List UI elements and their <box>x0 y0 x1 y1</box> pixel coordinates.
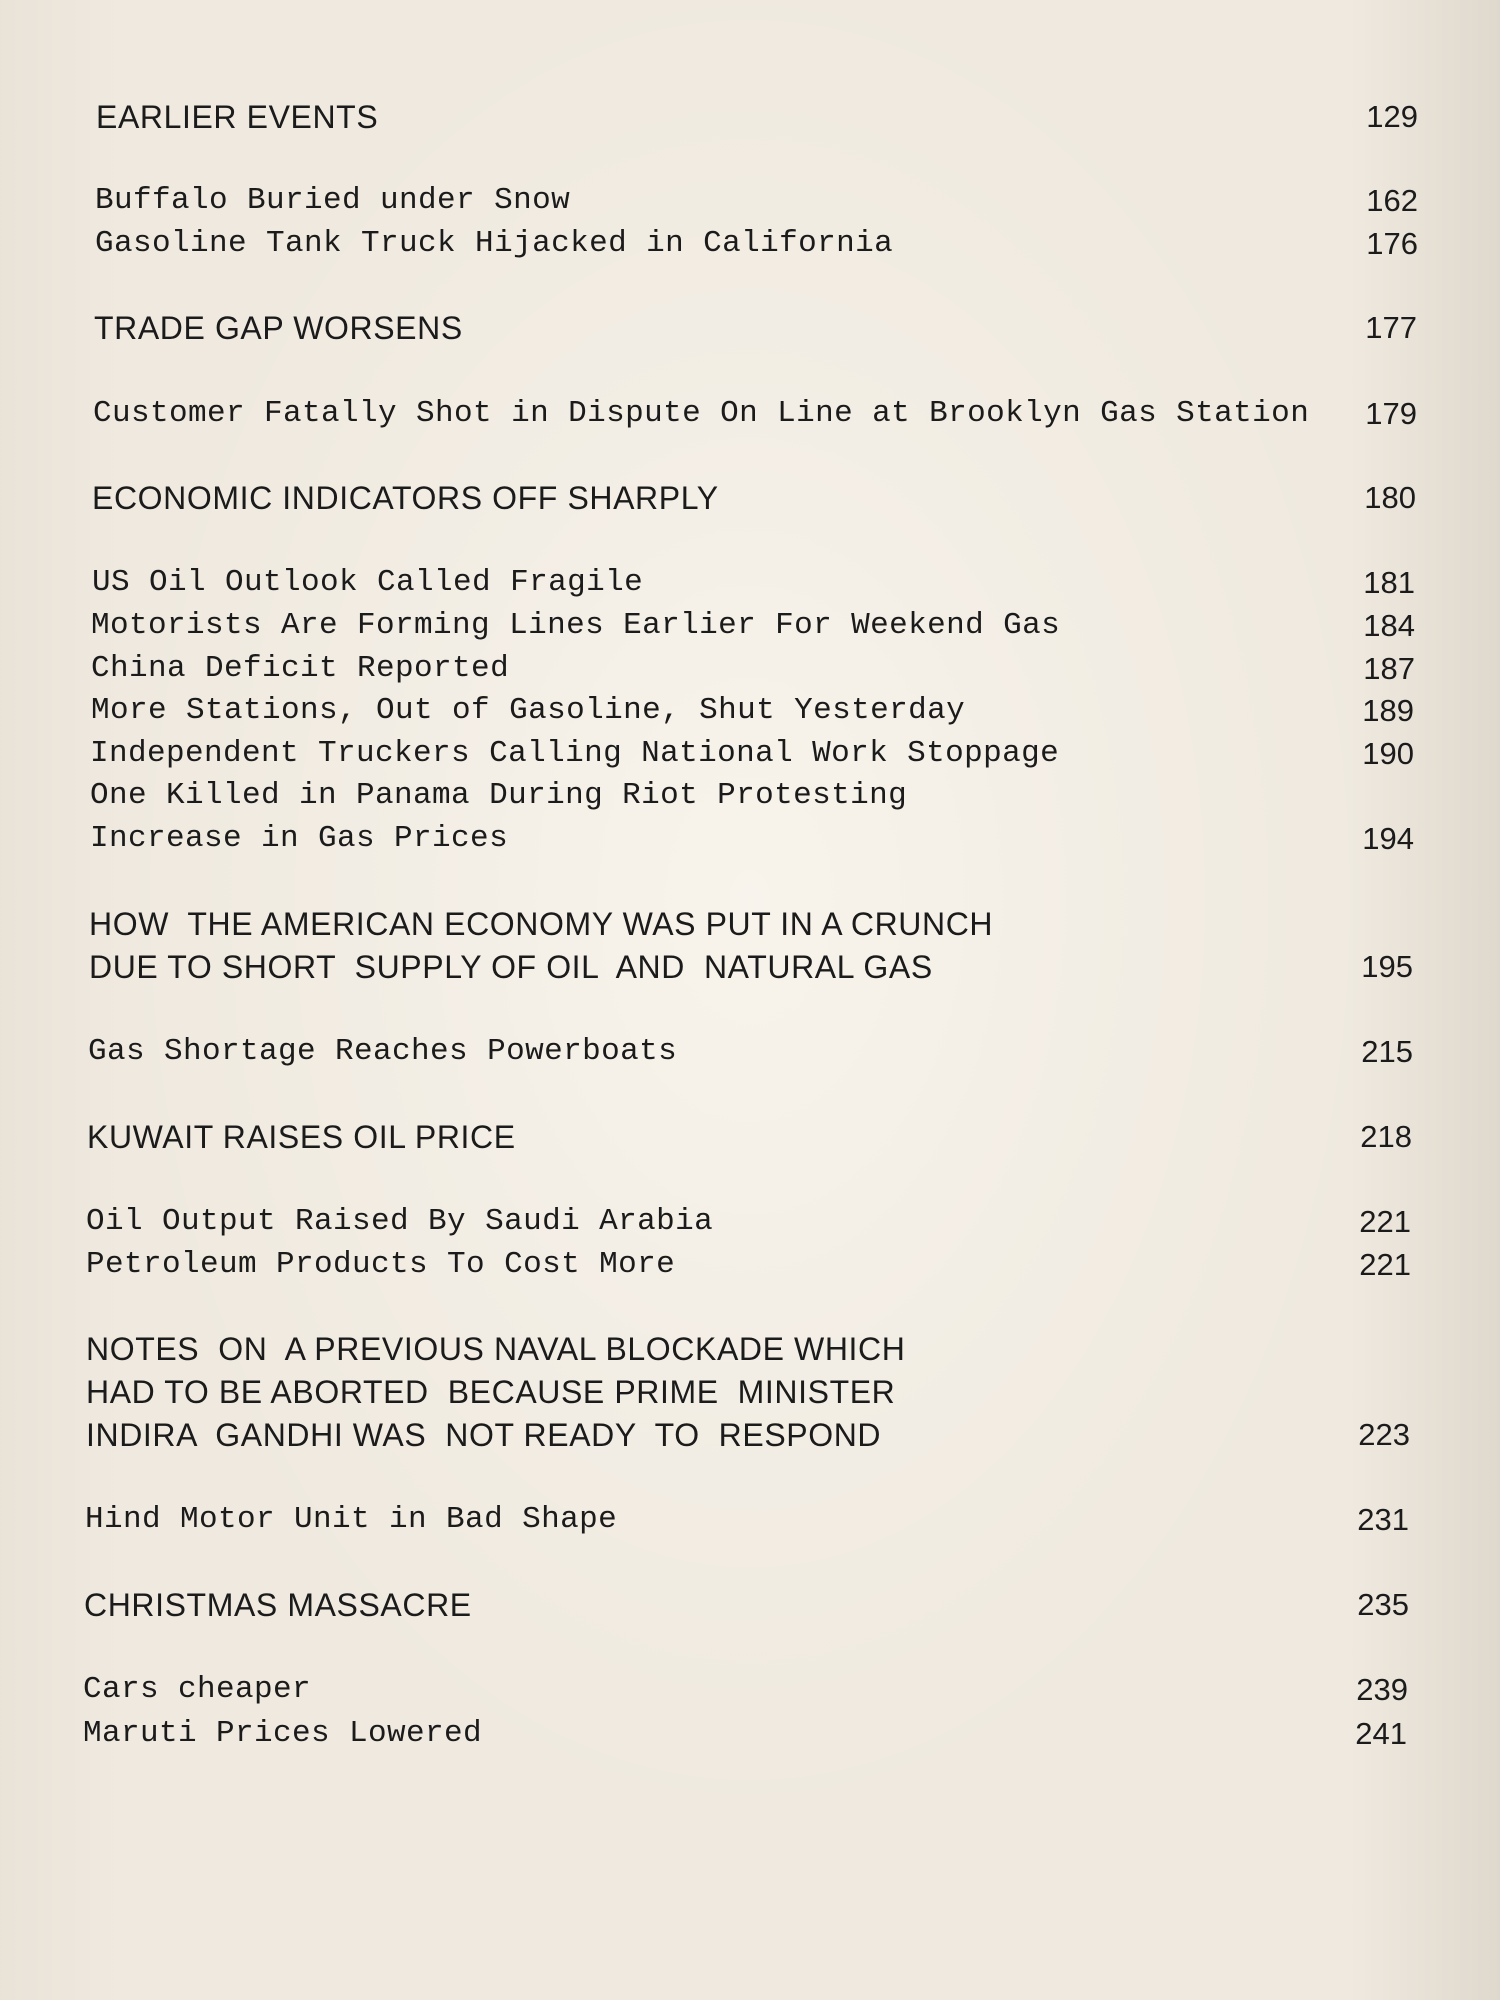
toc-entry-page: 221 <box>1359 1204 1411 1239</box>
toc-entry-title: US Oil Outlook Called Fragile <box>92 565 644 600</box>
toc-entry-title: Independent Truckers Calling National Work Stoppage <box>90 736 1060 771</box>
toc-entry-title: Motorists Are Forming Lines Earlier For Weekend Gas <box>91 608 1061 643</box>
toc-entry-page: 177 <box>1365 310 1417 345</box>
toc-entry-title: Petroleum Products To Cost More <box>86 1247 676 1282</box>
toc-entry-page: 194 <box>1362 821 1414 856</box>
toc-entry-title: China Deficit Reported <box>91 651 510 686</box>
toc-entry-page: 235 <box>1357 1587 1409 1622</box>
toc-entry-title: Oil Output Raised By Saudi Arabia <box>86 1204 714 1239</box>
toc-entry-title: More Stations, Out of Gasoline, Shut Yesterday <box>91 693 966 728</box>
toc-entry-title: CHRISTMAS MASSACRE <box>84 1587 472 1623</box>
toc-entry-title: Customer Fatally Shot in Dispute On Line at Brooklyn Gas Station <box>93 396 1310 431</box>
toc-entry-title-line: HAD TO BE ABORTED BECAUSE PRIME MINISTER <box>86 1374 896 1410</box>
toc-entry-page: 162 <box>1366 183 1418 218</box>
toc-entry-title: KUWAIT RAISES OIL PRICE <box>87 1119 516 1155</box>
toc-entry-title: TRADE GAP WORSENS <box>94 310 463 346</box>
toc-entry-page: 180 <box>1364 480 1416 515</box>
toc-entry-title-line: INDIRA GANDHI WAS NOT READY TO RESPOND <box>86 1417 882 1453</box>
toc-entry-title-line: Increase in Gas Prices <box>90 821 509 856</box>
toc-entry-page: 223 <box>1358 1417 1410 1452</box>
toc-entry-page: 179 <box>1365 396 1417 431</box>
toc-entry-title-line: NOTES ON A PREVIOUS NAVAL BLOCKADE WHICH <box>86 1331 906 1367</box>
toc-entry-page: 176 <box>1366 226 1418 261</box>
toc-entry-page: 187 <box>1363 651 1415 686</box>
toc-entry-title: Gas Shortage Reaches Powerboats <box>88 1034 678 1069</box>
toc-entry-page: 195 <box>1361 949 1413 984</box>
toc-entry-title: Buffalo Buried under Snow <box>95 183 571 218</box>
toc-entry-title-line: DUE TO SHORT SUPPLY OF OIL AND NATURAL GAS <box>89 949 933 985</box>
toc-entry-page: 241 <box>1355 1716 1407 1751</box>
toc-entry-page: 129 <box>1366 99 1418 134</box>
toc-entry-title: ECONOMIC INDICATORS OFF SHARPLY <box>92 480 719 516</box>
toc-entry-page: 189 <box>1362 693 1414 728</box>
toc-entry-title: Hind Motor Unit in Bad Shape <box>85 1502 618 1537</box>
toc-entry-title-line: One Killed in Panama During Riot Protesting <box>90 778 908 813</box>
toc-entry-title: Gasoline Tank Truck Hijacked in California <box>95 226 894 261</box>
toc-entry-page: 218 <box>1360 1119 1412 1154</box>
toc-entry-title: EARLIER EVENTS <box>96 99 379 135</box>
toc-entry-title: Maruti Prices Lowered <box>83 1716 483 1751</box>
toc-entry-page: 181 <box>1363 565 1415 600</box>
toc-entry-page: 184 <box>1363 608 1415 643</box>
toc-entry-page: 190 <box>1362 736 1414 771</box>
toc-entry-title-line: HOW THE AMERICAN ECONOMY WAS PUT IN A CRUNCH <box>89 906 994 942</box>
toc-entry-page: 221 <box>1359 1247 1411 1282</box>
toc-entry-page: 231 <box>1357 1502 1409 1537</box>
toc-entry-title: Cars cheaper <box>83 1672 312 1707</box>
toc-entry-page: 215 <box>1361 1034 1413 1069</box>
toc-entry-page: 239 <box>1356 1672 1408 1707</box>
